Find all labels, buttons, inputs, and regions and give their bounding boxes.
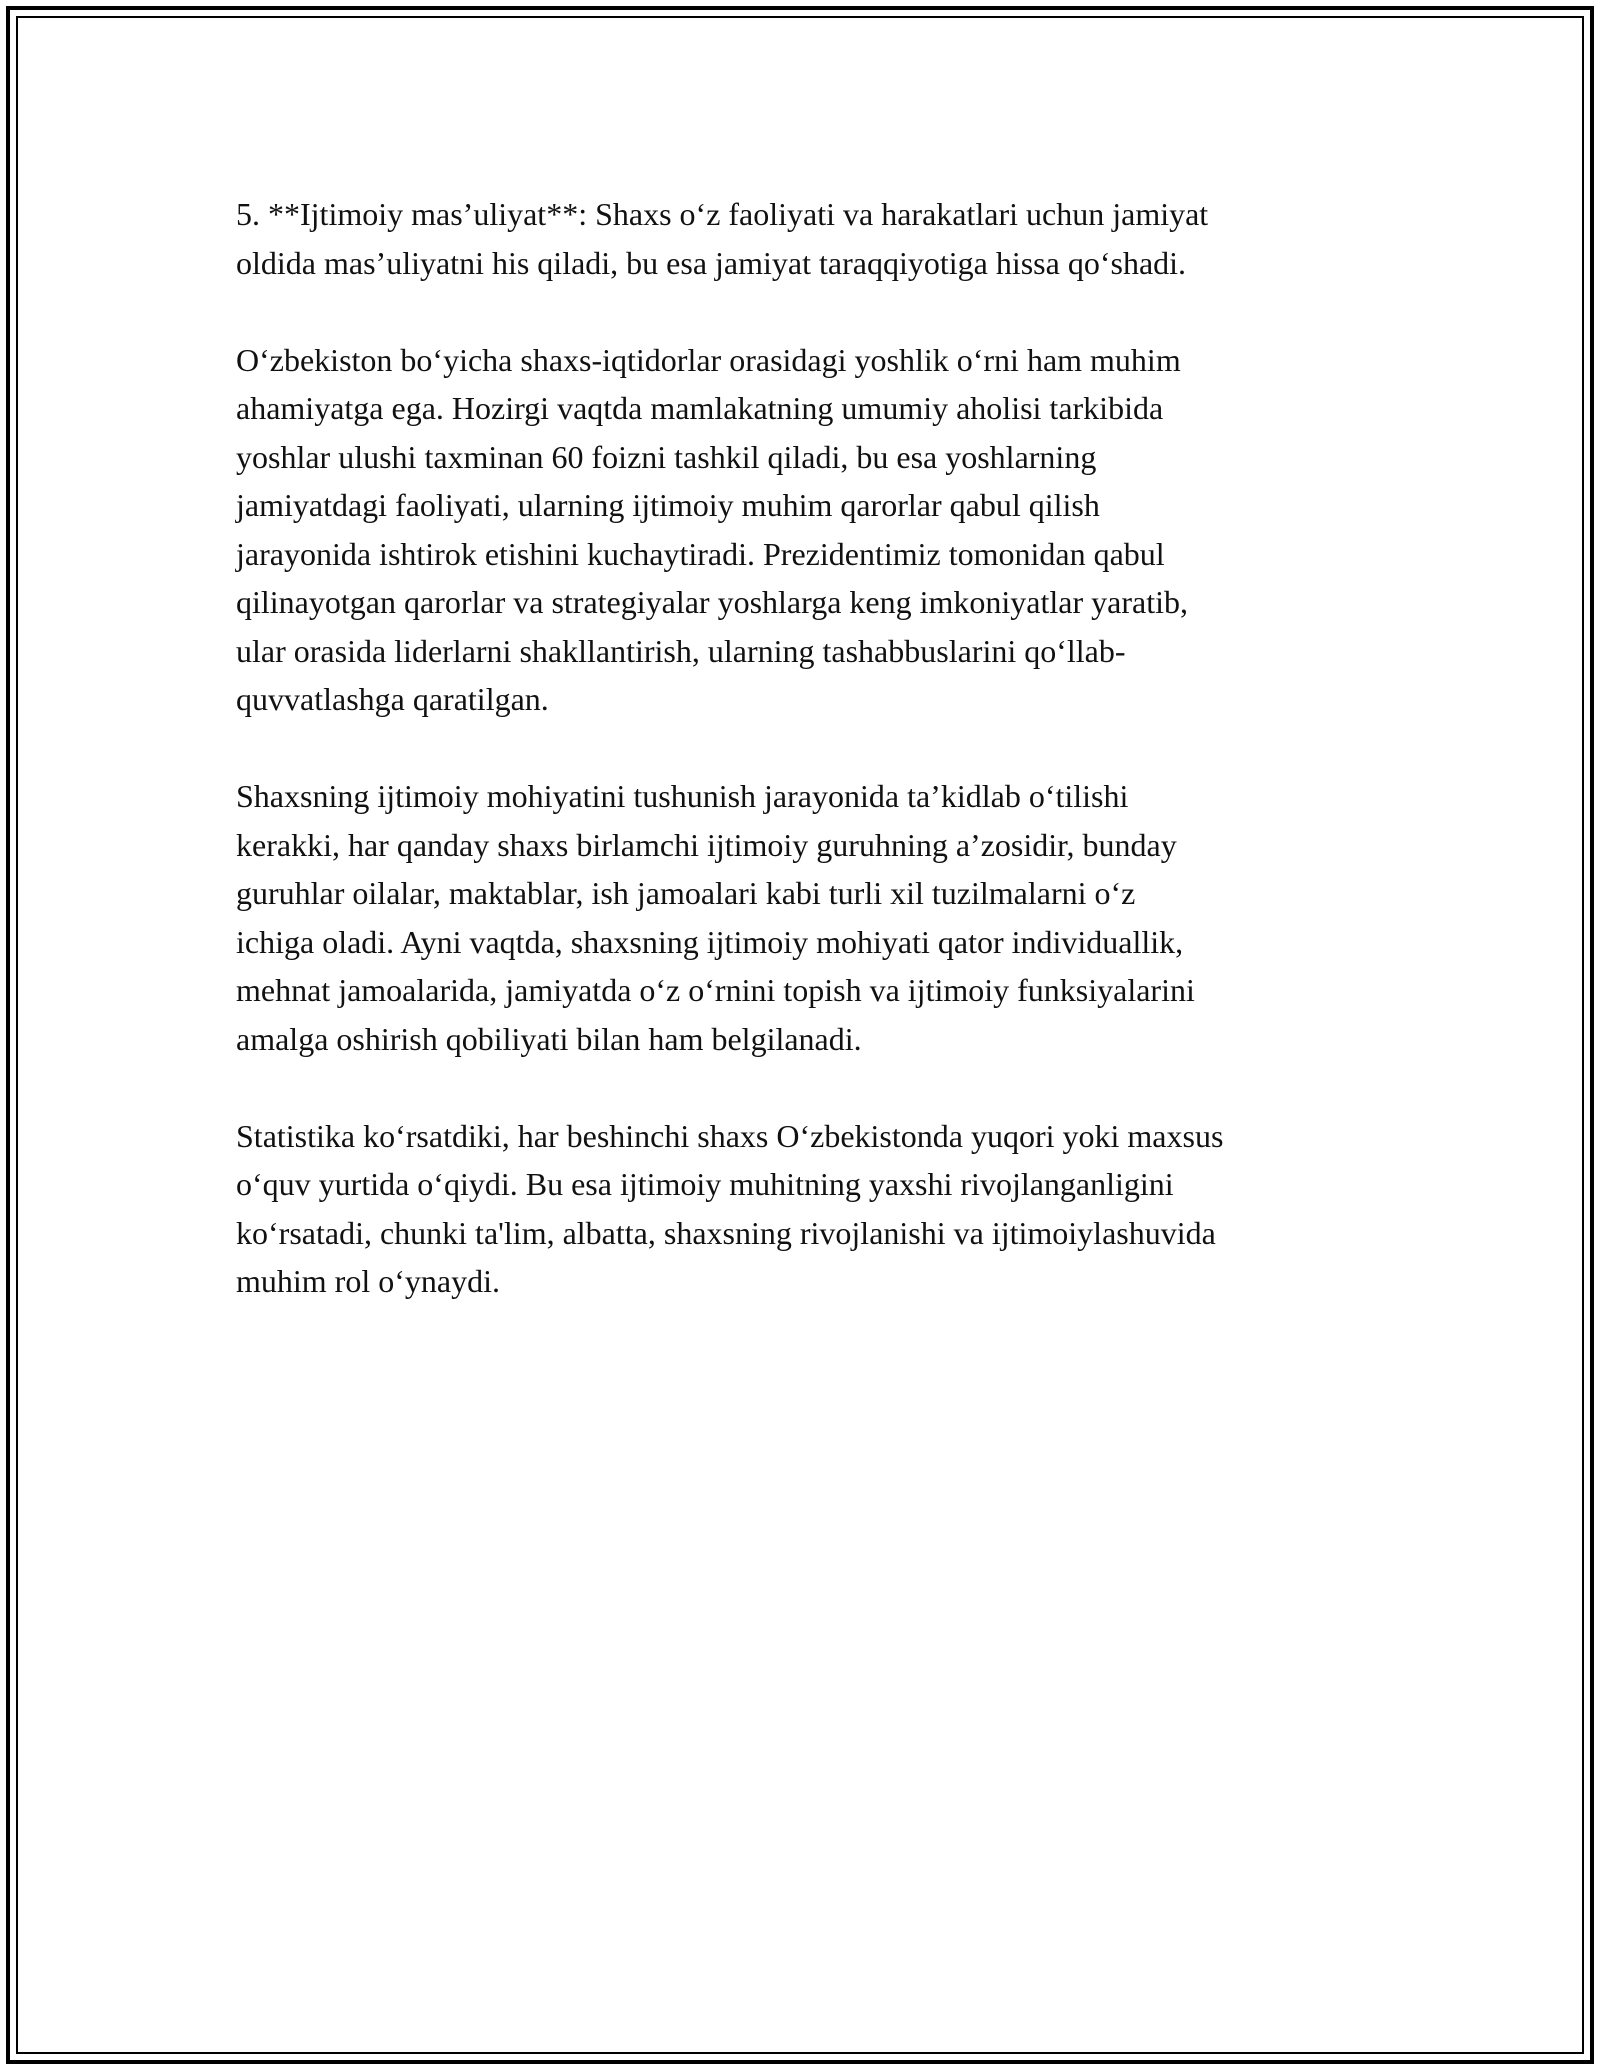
paragraph-youth-role: O‘zbekiston bo‘yicha shaxs-iqtidorlar orasidagi yoshlik o‘rni ham muhim ahamiyatga ega. Hozirgi vaqtda mamlakatning umumiy aholisi tarkibida yoshlar ulushi taxminan 60 foizni tashkil qiladi, bu esa yoshlarning jamiyatdagi faoliyati, ularning ijtimoiy muhim qarorlar qabul qilish jarayonida ishtirok etishini kuchaytiradi. Prezidentimiz tomonidan qabul qilinayotgan qarorlar va strategiyalar yoshlarga keng imkoniyatlar yaratib, ular orasida liderlarni shakllantirish, ularning tashabbuslarini qo‘llab- quvvatlashga qaratilgan. (236, 341, 1188, 717)
document-body (236, 190, 1376, 1354)
paragraph-social-essence: Shaxsning ijtimoiy mohiyatini tushunish jarayonida ta’kidlab o‘tilishi kerakki, har qanday shaxs birlamchi ijtimoiy guruhning a’zosidir, bunday guruhlar oilalar, maktablar, ish jamoalari kabi turli xil tuzilmalarni o‘z ichiga oladi. Ayni vaqtda, shaxsning ijtimoiy mohiyati qator individuallik, mehnat jamoalarida, jamiyatda o‘z o‘rnini topish va ijtimoiy funksiyalarini amalga oshirish qobiliyati bilan ham belgilanadi. (236, 778, 1195, 1057)
paragraph-social-responsibility: 5. **Ijtimoiy mas’uliyat**: Shaxs o‘z faoliyati va harakatlari uchun jamiyat oldida mas’uliyatni his qiladi, bu esa jamiyat taraqqiyotiga hissa qo‘shadi. (236, 196, 1209, 281)
paragraph-statistics: Statistika ko‘rsatdiki, har beshinchi shaxs O‘zbekistonda yuqori yoki maxsus o‘quv yurtida o‘qiydi. Bu esa ijtimoiy muhitning yaxshi rivojlanganligini ko‘rsatadi, chunki ta'lim, albatta, shaxsning rivojlanishi va ijtimoiylashuvida muhim rol o‘ynaydi. (236, 1117, 1224, 1299)
